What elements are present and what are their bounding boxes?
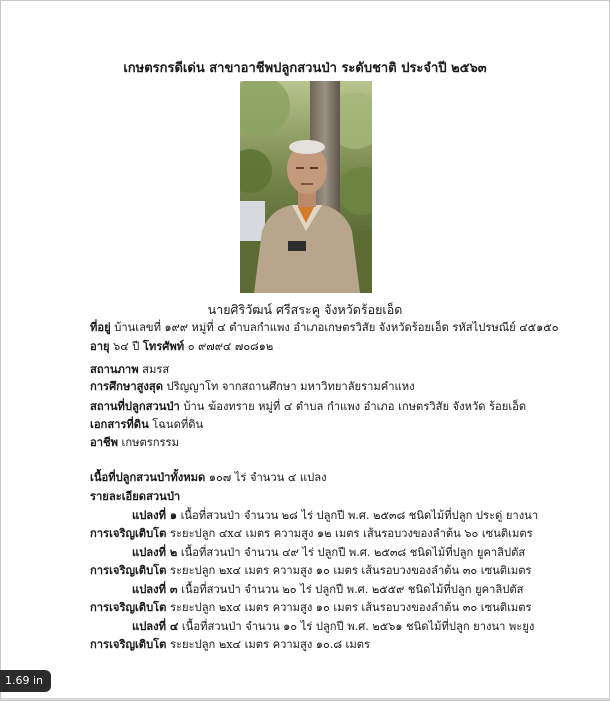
plot-value: เนื้อที่สวนป่า จำนวน ๔๙ ไร่ ปลูกปี พ.ศ. ๒๕๓๘ ชนิดไม้ที่ปลูก ยูคาลิปตัส (177, 546, 526, 559)
plot-value: เนื้อที่สวนป่า จำนวน ๒๘ ไร่ ปลูกปี พ.ศ. ๒๕๓๘ ชนิดไม้ที่ปลูก ประดู่ ยางนา (177, 509, 539, 522)
status-label: สถานภาพ (90, 362, 139, 376)
status-line (90, 361, 169, 378)
farmer-photo (240, 81, 372, 293)
plot-label: แปลงที่ ๑ (132, 508, 178, 522)
growth-value: ระยะปลูก ๒x๔ เมตร ความสูง ๑๐ เมตร เส้นรอบวงของลำต้น ๓๐ เซนติเมตร (166, 564, 532, 577)
plot-value: เนื้อที่สวนป่า จำนวน ๒๐ ไร่ ปลูกปี พ.ศ. ๒๕๕๙ ชนิดไม้ที่ปลูก ยูคาลิปตัส (177, 583, 524, 596)
occupation-label: อาชีพ (90, 435, 118, 449)
plot-line (132, 544, 525, 561)
education-value: ปริญญาโท จากสถานศึกษา มหาวิทยาลัยรามคำแหง (162, 380, 415, 393)
education-label: การศึกษาสูงสุด (90, 379, 163, 393)
page-title: เกษตรกรดีเด่น สาขาอาชีพปลูกสวนป่า ระดับชาติ ประจำปี ๒๕๖๓ (123, 61, 487, 76)
plantation-location-line (90, 398, 526, 415)
growth-label: การเจริญเติบโต (90, 563, 167, 577)
growth-line (90, 525, 533, 542)
occupation-line (90, 434, 179, 451)
age-phone-line (90, 338, 273, 355)
growth-line (90, 636, 370, 653)
total-area-line (90, 469, 327, 486)
land-document-line (90, 416, 203, 433)
details-label: รายละเอียดสวนป่า (90, 489, 181, 503)
phone-value: ๐ ๙๗๙๔ ๗๐๘๑๒ (184, 340, 274, 353)
plot-label: แปลงที่ ๔ (132, 619, 179, 633)
plantation-label: สถานที่ปลูกสวนป่า (90, 399, 180, 413)
growth-line (90, 562, 532, 579)
address-line (90, 319, 559, 336)
land-doc-value: โฉนดที่ดิน (148, 418, 204, 431)
plot-line (132, 507, 538, 524)
photo-caption: นายศิริวัฒน์ ศรีสระคู จังหวัดร้อยเอ็ด (207, 302, 403, 317)
growth-line (90, 599, 532, 616)
plot-label: แปลงที่ ๓ (132, 582, 178, 596)
age-value: ๖๔ ปี (109, 340, 143, 353)
total-area-label: เนื้อที่ปลูกสวนป่าทั้งหมด (90, 470, 206, 484)
address-label: ที่อยู่ (90, 320, 111, 334)
land-doc-label: เอกสารที่ดิน (90, 417, 149, 431)
growth-label: การเจริญเติบโต (90, 637, 167, 651)
age-label: อายุ (90, 339, 110, 353)
occupation-value: เกษตรกรรม (117, 436, 179, 449)
page-bottom-edge (1, 698, 609, 700)
phone-label: โทรศัพท์ (142, 339, 185, 353)
address-value: บ้านเลขที่ ๑๙๙ หมู่ที่ ๔ ตำบลกำแพง อำเภอเกษตรวิสัย จังหวัดร้อยเอ็ด รหัสไปรษณีย์ ๔๕๑๕๐ (110, 321, 559, 334)
plot-line (132, 618, 534, 635)
growth-label: การเจริญเติบโต (90, 526, 167, 540)
growth-value: ระยะปลูก ๔x๔ เมตร ความสูง ๑๒ เมตร เส้นรอบวงของลำต้น ๖๐ เซนติเมตร (166, 527, 533, 540)
growth-value: ระยะปลูก ๒x๔ เมตร ความสูง ๑๐.๘ เมตร (166, 638, 371, 651)
status-value: สมรส (138, 363, 170, 376)
growth-label: การเจริญเติบโต (90, 600, 167, 614)
plantation-value: บ้าน ฆ้องทราย หมู่ที่ ๔ ตำบล กำแพง อำเภอ เกษตรวิสัย จังหวัด ร้อยเอ็ด (179, 400, 527, 413)
growth-value: ระยะปลูก ๒x๔ เมตร ความสูง ๑๐ เมตร เส้นรอบวงของลำต้น ๓๐ เซนติเมตร (166, 601, 532, 614)
details-heading (90, 488, 180, 505)
plot-label: แปลงที่ ๒ (132, 545, 178, 559)
total-area-value: ๑๐๗ ไร่ จำนวน ๔ แปลง (205, 471, 327, 484)
zoom-indicator[interactable]: 1.69 in (0, 670, 51, 692)
plot-value: เนื้อที่สวนป่า จำนวน ๑๐ ไร่ ปลูกปี พ.ศ. ๒๕๖๑ ชนิดไม้ที่ปลูก ยางนา พะยูง (178, 620, 535, 633)
plot-line (132, 581, 523, 598)
education-line (90, 378, 415, 395)
